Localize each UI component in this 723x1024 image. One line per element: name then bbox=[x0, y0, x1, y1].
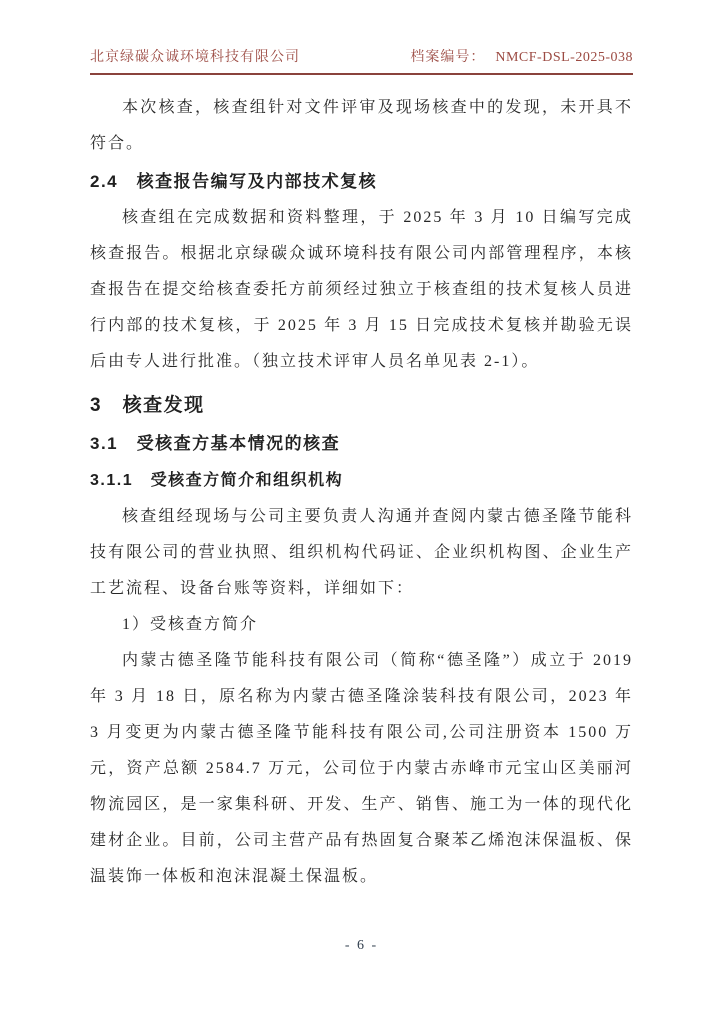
page-header bbox=[90, 46, 633, 75]
header-company-name: 北京绿碳众诚环境科技有限公司 bbox=[90, 50, 300, 65]
archive-value: NMCF-DSL-2025-038 bbox=[495, 50, 633, 65]
paragraph-report-writing-review: 核查组在完成数据和资料整理，于 2025 年 3 月 10 日编写完成核查报告。根据北京绿碳众诚环境科技有限公司内部管理程序，本核查报告在提交给核查委托方前须经过独立于核查组的技术复核人员进行内部的技术复核，于 2025 年 3 月 15 日完成技术复核并勘验无误后由专人进行批准。（独立技术评审人员名单见表 2-1）。 bbox=[90, 209, 633, 370]
heading-3-verification-findings: 3 核查发现 bbox=[90, 395, 205, 416]
header-archive-number bbox=[410, 46, 633, 66]
paragraph-company-profile: 内蒙古德圣隆节能科技有限公司（简称“德圣隆”）成立于 2019 年 3 月 18 日，原名称为内蒙古德圣隆涂装科技有限公司，2023 年 3 月变更为内蒙古德圣隆节能科技有限公司,公司注册资本 1500 万元，资产总额 2584.7 万元，公司位于内蒙古赤峰市元宝山区美丽河物流园区，是一家集科研、开发、生产、销售、施工为一体的现代化建材企业。目前，公司主营产品有热固复合聚苯乙烯泡沫保温板、保温装饰一体板和泡沫混凝土保温板。 bbox=[90, 652, 633, 885]
document-body bbox=[90, 90, 633, 895]
page-number: - 6 - bbox=[344, 938, 379, 953]
heading-3-1-basic-situation: 3.1 受核查方基本情况的核查 bbox=[90, 434, 341, 453]
paragraph-materials-reviewed: 核查组经现场与公司主要负责人沟通并查阅内蒙古德圣隆节能科技有限公司的营业执照、组织机构代码证、企业织机构图、企业生产工艺流程、设备台账等资料，详细如下： bbox=[90, 508, 633, 597]
heading-2-4-report-writing: 2.4 核查报告编写及内部技术复核 bbox=[90, 172, 378, 191]
paragraph-verification-findings: 本次核查，核查组针对文件评审及现场核查中的发现，未开具不符合。 bbox=[90, 99, 633, 152]
page-footer bbox=[0, 938, 723, 954]
list-item-company-profile: 1）受核查方简介 bbox=[122, 616, 259, 633]
heading-3-1-1-profile-organization: 3.1.1 受核查方简介和组织机构 bbox=[90, 472, 344, 489]
archive-label: 档案编号： bbox=[410, 50, 486, 65]
